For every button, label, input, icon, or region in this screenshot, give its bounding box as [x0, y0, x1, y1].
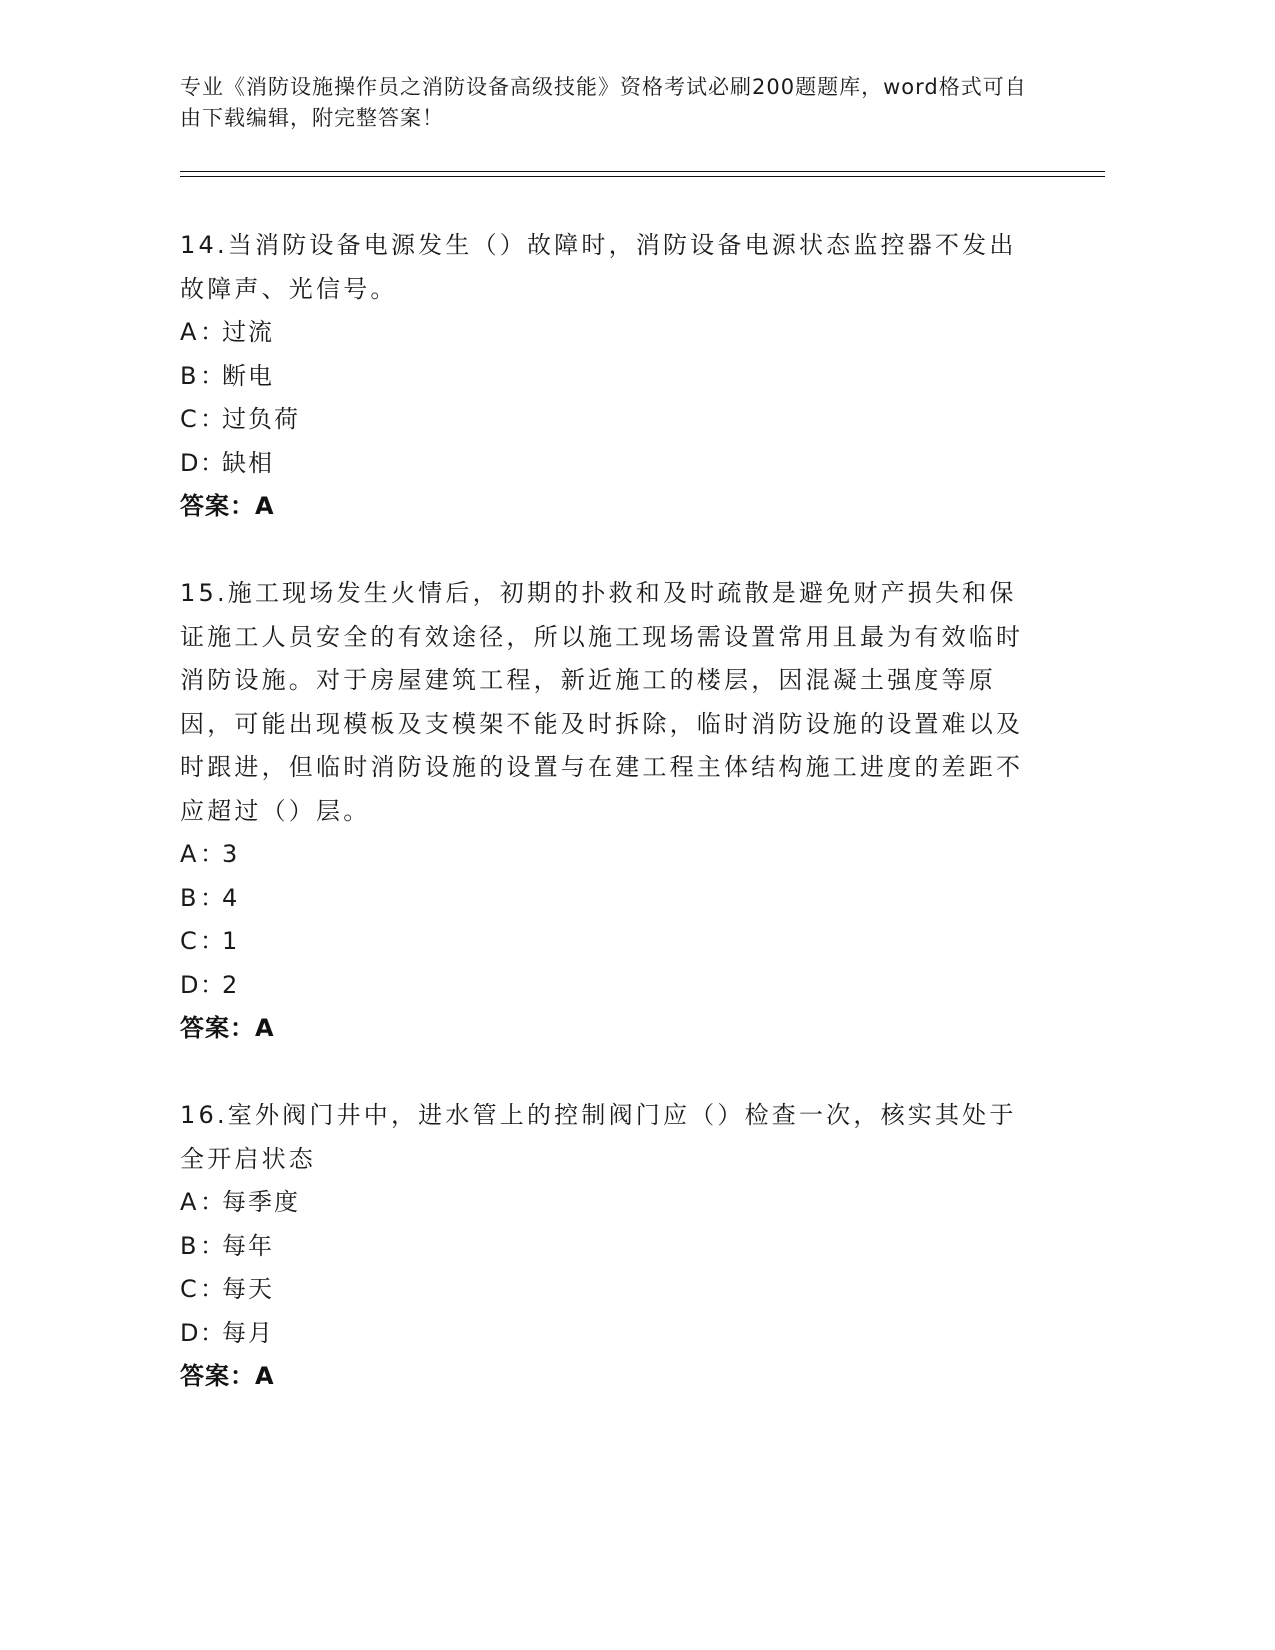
option-separator: ：	[200, 1188, 226, 1216]
option-letter: A	[180, 318, 199, 346]
option-separator: ：	[200, 318, 226, 346]
option-letter: C	[180, 1275, 199, 1303]
option-c	[180, 398, 1030, 442]
option-letter: B	[180, 1231, 199, 1260]
option-separator: ：	[200, 405, 226, 433]
option-a	[180, 311, 1030, 355]
option-d	[180, 964, 1030, 1008]
option-text: 缺相	[222, 448, 274, 477]
option-text: 3	[222, 840, 240, 868]
option-letter: A	[180, 840, 199, 868]
option-text: 每季度	[222, 1188, 300, 1216]
header-rule-top	[180, 171, 1105, 172]
option-text: 过负荷	[222, 405, 300, 433]
document-header: 专业《消防设施操作员之消防设备高级技能》资格考试必刷200题题库，word格式可自由下载编辑，附完整答案！	[180, 75, 1027, 130]
question-14	[180, 224, 1030, 529]
option-text: 每月	[222, 1318, 274, 1347]
option-text: 过流	[222, 318, 274, 346]
option-text: 每年	[222, 1231, 274, 1260]
answer-label: 答案：A	[180, 492, 275, 520]
question-stem: 16.室外阀门井中，进水管上的控制阀门应（）检查一次，核实其处于全开启状态	[180, 1101, 1017, 1173]
option-letter: B	[180, 361, 199, 390]
option-text: 断电	[222, 361, 274, 390]
option-b	[180, 1225, 1030, 1269]
option-b	[180, 355, 1030, 399]
option-letter: C	[180, 405, 199, 433]
option-letter: C	[180, 927, 199, 955]
option-d	[180, 1312, 1030, 1356]
option-separator: ：	[200, 927, 226, 955]
option-a	[180, 1181, 1030, 1225]
question-stem: 14.当消防设备电源发生（）故障时，消防设备电源状态监控器不发出故障声、光信号。	[180, 231, 1017, 303]
answer-label: 答案：A	[180, 1014, 275, 1042]
question-16	[180, 1094, 1030, 1399]
option-c	[180, 1268, 1030, 1312]
option-separator: ：	[200, 883, 226, 912]
option-separator: ：	[200, 448, 226, 477]
option-separator: ：	[200, 970, 226, 999]
option-separator: ：	[200, 1275, 226, 1303]
header-rule-bottom	[180, 176, 1105, 177]
option-text: 4	[222, 883, 240, 912]
option-separator: ：	[200, 1318, 226, 1347]
option-text: 每天	[222, 1275, 274, 1303]
option-c	[180, 920, 1030, 964]
option-d	[180, 442, 1030, 486]
option-separator: ：	[200, 840, 226, 868]
question-15	[180, 572, 1030, 1051]
option-separator: ：	[200, 361, 226, 390]
option-text: 1	[222, 927, 240, 955]
option-letter: D	[180, 970, 201, 999]
option-letter: D	[180, 1318, 201, 1347]
question-stem: 15.施工现场发生火情后，初期的扑救和及时疏散是避免财产损失和保证施工人员安全的有效途径，所以施工现场需设置常用且最为有效临时消防设施。对于房屋建筑工程，新近施工的楼层，因混凝土强度等原因，可能出现模板及支模架不能及时拆除，临时消防设施的设置难以及时跟进，但临时消防设施的设置与在建工程主体结构施工进度的差距不应超过（）层。	[180, 579, 1024, 825]
option-letter: B	[180, 883, 199, 912]
answer-label: 答案：A	[180, 1362, 275, 1390]
option-letter: A	[180, 1188, 199, 1216]
option-letter: D	[180, 448, 201, 477]
option-separator: ：	[200, 1231, 226, 1260]
option-text: 2	[222, 970, 240, 999]
option-b	[180, 877, 1030, 921]
option-a	[180, 833, 1030, 877]
